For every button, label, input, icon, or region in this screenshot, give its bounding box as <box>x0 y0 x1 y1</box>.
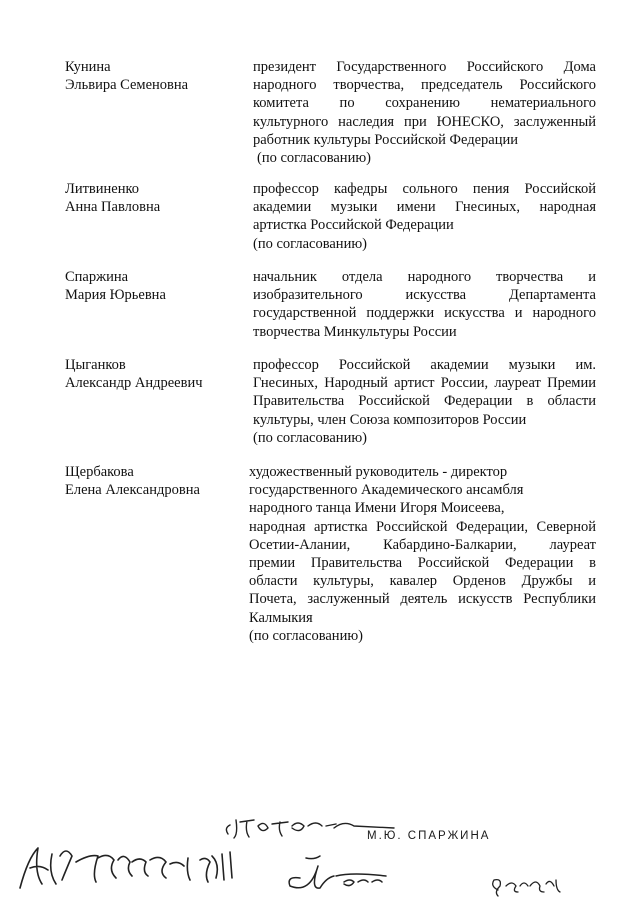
member-description <box>253 58 596 167</box>
member-given-names: Анна Павловна <box>65 199 161 215</box>
desc-line: культуры, член Союза композиторов России <box>253 411 527 428</box>
desc-line: (по согласованию) <box>253 235 367 252</box>
desc-line: изобразительного искусства Департамента <box>253 287 596 304</box>
desc-line: (по согласованию) <box>257 150 371 167</box>
desc-line: президент Государственного Российского Дома <box>253 59 596 75</box>
member-given-names: Елена Александровна <box>65 482 200 498</box>
member-description <box>253 268 596 341</box>
signature-area <box>0 810 640 905</box>
desc-line: профессор Российской академии музыки им. <box>253 357 596 373</box>
desc-line: начальник отдела народного творчества и <box>253 269 596 285</box>
desc-line: народного творчества, председатель Российского <box>253 77 596 94</box>
member-name <box>65 268 245 304</box>
member-surname: Спаржина <box>65 269 129 285</box>
member-description <box>249 463 596 645</box>
desc-line: (по согласованию) <box>253 429 367 446</box>
member-surname: Щербакова <box>65 464 134 480</box>
handwritten-signature-stroke <box>289 856 386 888</box>
desc-line: артистка Российской Федерации <box>253 217 454 234</box>
member-name <box>65 58 245 94</box>
desc-line: премии Правительства Российской Федерации в <box>249 555 596 572</box>
desc-line: народная артистка Российской Федерации, Северной <box>249 518 596 535</box>
desc-line: культурного наследия при ЮНЕСКО, заслуженный <box>253 113 596 130</box>
desc-line: (по согласованию) <box>249 627 363 644</box>
member-name <box>65 180 245 216</box>
handwritten-signatures <box>0 810 640 905</box>
member-surname: Кунина <box>65 59 111 75</box>
handwritten-signature-stroke <box>493 880 560 896</box>
member-surname: Цыганков <box>65 357 126 373</box>
desc-line: Правительства Российской Федерации в области <box>253 393 596 410</box>
desc-line: области культуры, кавалер Орденов Дружбы и <box>249 573 596 590</box>
member-given-names: Александр Андреевич <box>65 375 203 391</box>
desc-line: академии музыки имени Гнесиных, народная <box>253 199 596 216</box>
member-given-names: Эльвира Семеновна <box>65 77 189 93</box>
desc-line: профессор кафедры сольного пения Российской <box>253 181 596 197</box>
member-given-names: Мария Юрьевна <box>65 287 166 303</box>
desc-line: Калмыкия <box>249 609 313 626</box>
member-name <box>65 463 245 499</box>
desc-line: работник культуры Российской Федерации <box>253 131 518 148</box>
desc-line: Почета, заслуженный деятель искусств Республики <box>249 591 596 608</box>
desc-line: художественный руководитель - директор <box>249 464 508 480</box>
desc-line: государственного Академического ансамбля <box>249 482 524 499</box>
desc-line: народного танца Имени Игоря Моисеева, <box>249 500 505 517</box>
desc-line: Осетии-Алании, Кабардино-Балкарии, лауреат <box>249 536 596 553</box>
member-name <box>65 356 245 392</box>
member-surname: Литвиненко <box>65 181 140 197</box>
handwritten-signature-stroke <box>20 848 232 888</box>
member-description <box>253 180 596 253</box>
desc-line: Гнесиных, Народный артист России, лауреат Премии <box>253 375 596 392</box>
desc-line: творчества Минкультуры России <box>253 323 457 340</box>
desc-line: комитета по сохранению нематериального <box>253 95 596 112</box>
member-description <box>253 356 596 447</box>
desc-line: государственной поддержки искусства и народного <box>253 305 596 322</box>
printed-signatory-name: М.Ю. СПАРЖИНА <box>367 830 491 842</box>
